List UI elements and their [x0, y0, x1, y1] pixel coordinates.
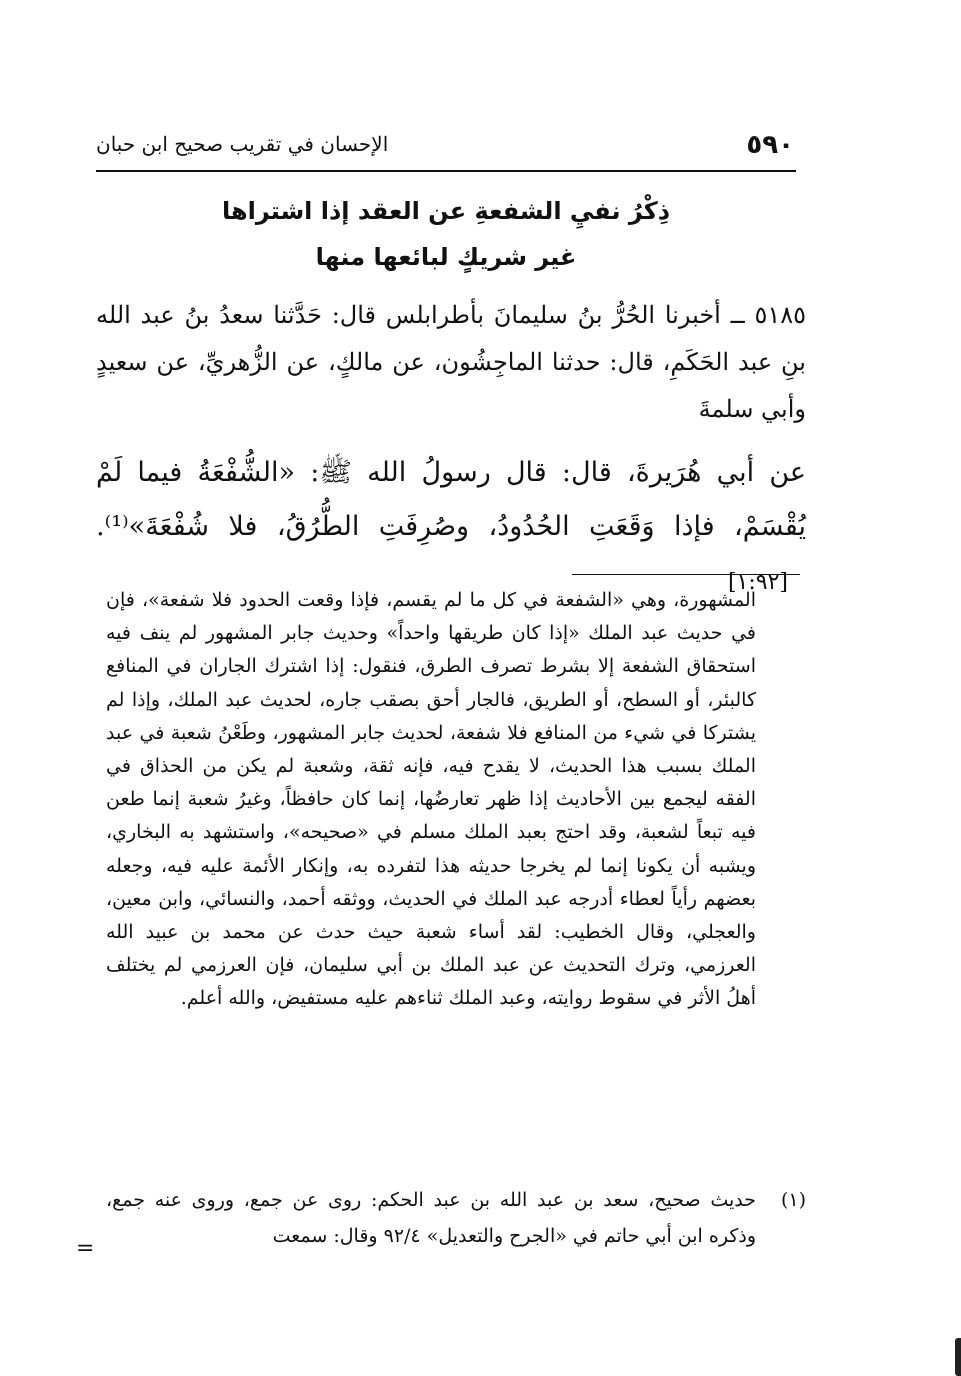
footnote-1-number: (١): [780, 1189, 806, 1211]
page-number: ٥٩٠: [746, 130, 794, 160]
page-header: [96, 118, 796, 166]
hadith-reference: [١:٩٢]: [727, 570, 788, 595]
hadith-matn: عن أبي هُرَيرةَ، قال: قال رسولُ الله ﷺ: «الشُّفْعَةُ فيما لَمْ يُقْسَمْ، فإذا وَقَعَتِ الحُدُودُ، وصُرِفَتِ الطُّرُقُ، فلا شُفْعَةَ»⁽¹⁾.: [96, 457, 806, 542]
header-rule: [96, 170, 796, 172]
running-title: الإحسان في تقريب صحيح ابن حبان: [96, 132, 389, 156]
footnote-continuation: المشهورة، وهي «الشفعة في كل ما لم يقسم، فإذا وقعت الحدود فلا شفعة»، فإن في حديث عبد الملك «إذا كان طريقها واحداً» وحديث جابر المشهور لم ينف فيه استحقاق الشفعة إلا بشرط تصرف الطرق، فنقول: إذا اشترك الجاران في المنافع كالبئر، أو السطح، أو الطريق، فالجار أحق بصقب جاره، لحديث عبد الملك، وإذا لم يشتركا في شيء من المنافع فلا شفعة، لحديث جابر المشهور، وطَعْنُ شعبة في عبد الملك بسبب هذا الحديث، لا يقدح فيه، فإنه ثقة، وشعبة لم يكن من الحذاق في الفقه ليجمع بين الأحاديث إذا ظهر تعارضُها، إنما كان حافظاً، وغيرُ شعبة إنما طعن فيه تبعاً لشعبة، وقد احتج بعبد الملك مسلم في «صحيحه»، واستشهد به البخاري، ويشبه أن يكونا إنما لم يخرجا حديثه هذا لتفرده به، وإنكار الأئمة عليه فيه، وجعله بعضهم رأياً لعطاء أدرجه عبد الملك في الحديث، ووثقه أحمد، والنسائي، وابن معين، والعجلي، وقال الخطيب: لقد أساء شعبة حيث حدث عن محمد بن عبيد الله العرزمي، وترك التحديث عن عبد الملك بن أبي سليمان، فإن العرزمي لم يختلف أهلُ الأثر في سقوط روايته، وعبد الملك ثناءهم عليه مستفيض، والله أعلم.: [106, 589, 756, 1010]
chapter-heading: [96, 188, 796, 280]
footnote-1-text: حديث صحيح، سعد بن عبد الله بن عبد الحكم: روى عن جمع، وروى عنه جمع، وذكره ابن أبي حاتم في «الجرح والتعديل» ٩٢/٤ وقال: سمعت: [106, 1189, 756, 1247]
chapter-heading-line-2: غير شريكٍ لبائعها منها: [315, 243, 577, 271]
page-edge-mark: [955, 1338, 961, 1376]
hadith-isnad: ٥١٨٥ ــ أخبرنا الحُرُّ بنُ سليمانَ بأطرابلس قال: حَدَّثنا سعدُ بنُ عبد الله بنِ عبد الحَكَمِ، قال: حدثنا الماجِشُون، عن مالكٍ، عن الزُّهريِّ، عن سعيدٍ وأبي سلمةَ: [96, 301, 806, 423]
footnote-separator: [572, 574, 800, 575]
footnote-1: [106, 1182, 806, 1254]
continuation-mark: =: [76, 1236, 95, 1261]
chapter-heading-line-1: ذِكْرُ نفيِ الشفعةِ عن العقد إذا اشتراها: [221, 197, 671, 225]
